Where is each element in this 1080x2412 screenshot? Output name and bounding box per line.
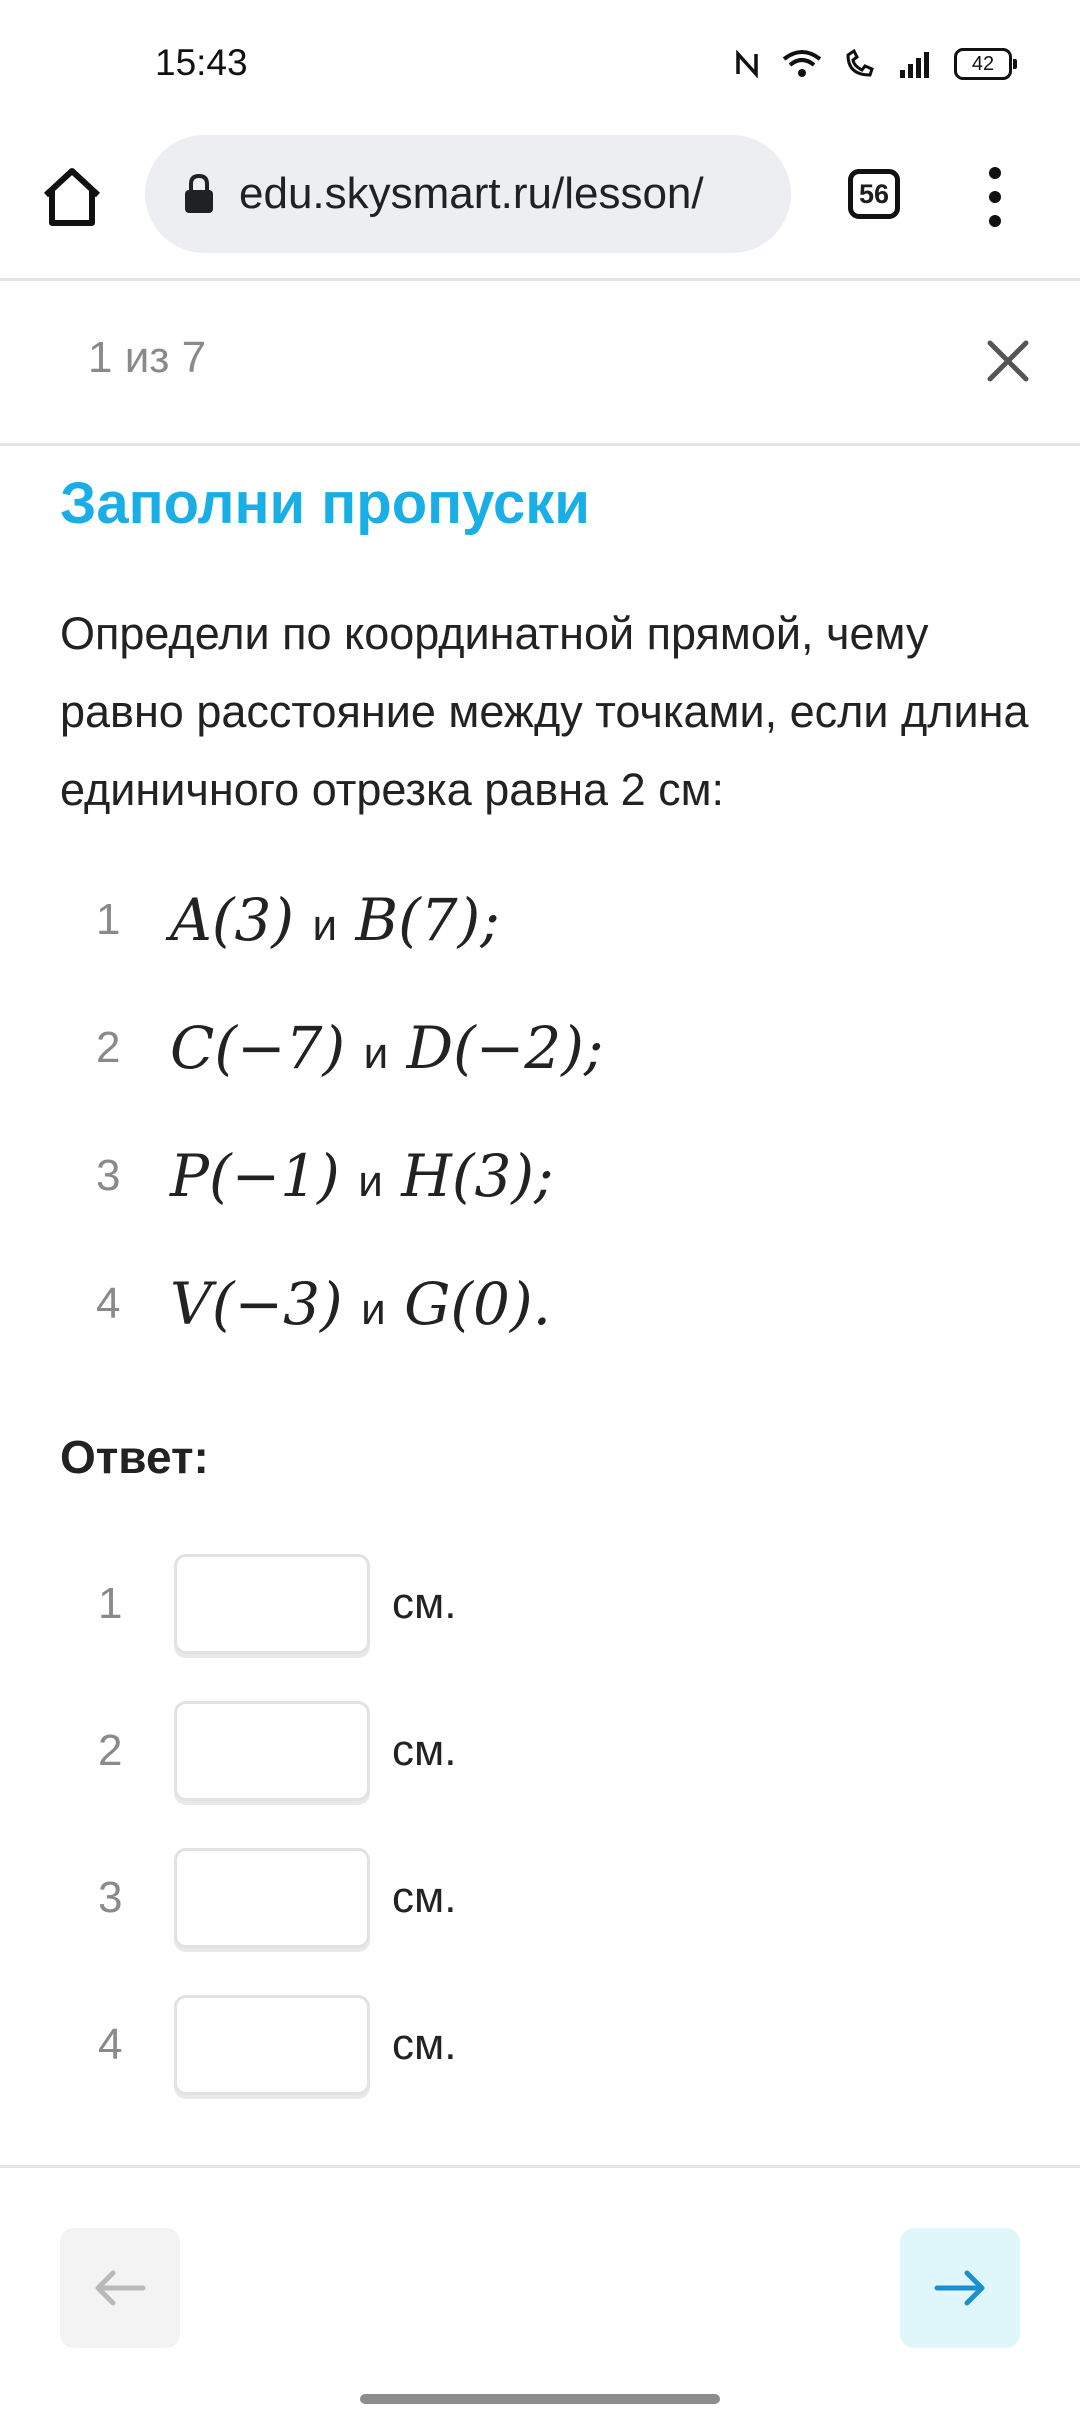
answer-number: 4 <box>98 2020 123 2069</box>
progress-header <box>0 281 1080 443</box>
wifi-icon <box>782 49 822 79</box>
task-item <box>60 880 500 960</box>
status-time: 15:43 <box>155 42 248 83</box>
point-b: H(3); <box>401 1142 554 1210</box>
divider <box>0 2165 1080 2168</box>
answer-input-2[interactable] <box>174 1701 370 1801</box>
answer-input-3[interactable] <box>174 1848 370 1948</box>
task-item-expression <box>170 1014 603 1082</box>
task-item-number: 3 <box>96 1151 121 1200</box>
task-item <box>60 1264 551 1344</box>
task-item <box>60 1136 554 1216</box>
nfc-icon <box>734 50 760 78</box>
close-icon[interactable] <box>984 337 1032 385</box>
lock-icon <box>183 173 215 215</box>
home-icon[interactable] <box>40 165 104 229</box>
point-a: A(3) <box>170 886 295 954</box>
next-button[interactable] <box>900 2228 1020 2348</box>
url-text: edu.skysmart.ru/lesson/ <box>239 169 704 218</box>
status-bar <box>0 0 1080 135</box>
and-word: и <box>361 1285 386 1334</box>
task-item-expression <box>170 1142 554 1210</box>
answer-unit: см. <box>392 1726 457 1775</box>
status-icons <box>734 48 1012 80</box>
task-item-expression <box>170 1270 551 1338</box>
arrow-left-icon <box>93 2268 147 2308</box>
gesture-bar[interactable] <box>360 2394 720 2404</box>
point-b: D(−2); <box>406 1014 604 1082</box>
answer-label: Ответ: <box>60 1431 209 1483</box>
point-a: C(−7) <box>170 1014 346 1082</box>
task-item-number: 4 <box>96 1279 121 1328</box>
point-b: B(7); <box>355 886 500 954</box>
previous-button[interactable] <box>60 2228 180 2348</box>
point-a: P(−1) <box>170 1142 340 1210</box>
tab-switcher-button[interactable]: 56 <box>848 169 900 219</box>
and-word: и <box>358 1157 383 1206</box>
answer-unit: см. <box>392 1873 457 1922</box>
point-b: G(0). <box>404 1270 552 1338</box>
answer-number: 1 <box>98 1579 123 1628</box>
answer-row <box>60 1554 456 1654</box>
battery-indicator: 42 <box>954 48 1012 80</box>
answer-number: 2 <box>98 1726 123 1775</box>
task-item-expression <box>170 886 500 954</box>
progress-label: 1 из 7 <box>88 333 207 382</box>
answer-row <box>60 1701 456 1801</box>
and-word: и <box>363 1029 389 1078</box>
arrow-right-icon <box>933 2268 987 2308</box>
answer-number: 3 <box>98 1873 123 1922</box>
more-vert-icon[interactable] <box>980 165 1010 229</box>
point-a: V(−3) <box>170 1270 343 1338</box>
and-word: и <box>312 901 338 950</box>
browser-toolbar <box>0 135 1080 280</box>
address-bar[interactable] <box>145 135 791 253</box>
answer-input-4[interactable] <box>174 1995 370 2095</box>
signal-icon <box>898 50 932 78</box>
task-item-number: 2 <box>96 1023 121 1072</box>
answer-row <box>60 1995 456 2095</box>
call-icon <box>844 49 876 79</box>
task-question: Определи по координатной прямой, чему равно расстояние между точками, если длина единичного отрезка равна 2 см: <box>60 608 1029 815</box>
task-title: Заполни пропуски <box>60 471 590 536</box>
answer-input-1[interactable] <box>174 1554 370 1654</box>
answer-row <box>60 1848 456 1948</box>
answer-unit: см. <box>392 2020 457 2069</box>
divider <box>0 443 1080 446</box>
task-item <box>60 1008 603 1088</box>
answer-unit: см. <box>392 1579 457 1628</box>
task-item-number: 1 <box>96 895 121 944</box>
